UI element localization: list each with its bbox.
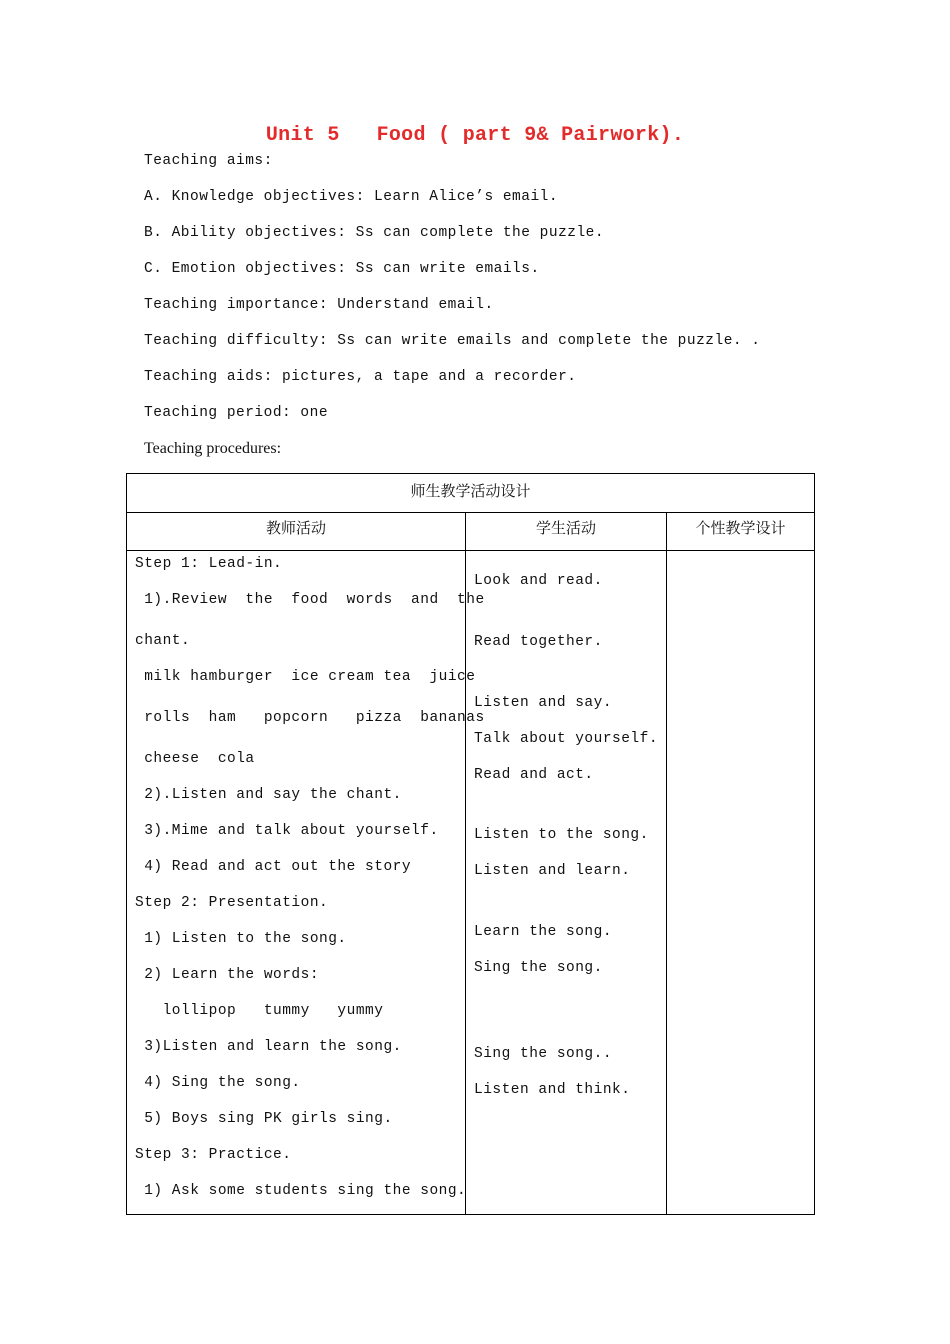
personal-design-header: 个性教学设计	[695, 519, 786, 537]
teacher-line: milk hamburger ice cream tea juice	[135, 669, 476, 685]
student-line: Listen and think.	[474, 1082, 631, 1098]
teacher-line: Step 2: Presentation.	[135, 895, 329, 911]
student-line: Sing the song.	[474, 960, 603, 976]
teacher-line: chant.	[135, 633, 191, 649]
teacher-line: 4) Read and act out the story	[135, 859, 412, 875]
teacher-line: 2).Listen and say the chant.	[135, 787, 402, 803]
teaching-aids: Teaching aids: pictures, a tape and a recorder.	[144, 369, 577, 385]
student-activity-header: 学生活动	[535, 519, 596, 537]
student-line: Talk about yourself.	[474, 731, 659, 747]
document-title: Unit 5 Food ( part 9& Pairwork).	[265, 124, 685, 147]
knowledge-objective: A. Knowledge objectives: Learn Alice’s email.	[144, 189, 559, 205]
teacher-line: 2) Learn the words:	[135, 967, 320, 983]
teacher-line: Step 3: Practice.	[135, 1147, 292, 1163]
teaching-importance: Teaching importance: Understand email.	[144, 297, 494, 313]
student-line: Listen and learn.	[474, 863, 631, 879]
table-main-header: 师生教学活动设计	[410, 482, 531, 500]
teacher-line: Step 1: Lead-in.	[135, 556, 283, 572]
teacher-line: cheese cola	[135, 751, 255, 767]
student-line: Read together.	[474, 634, 603, 650]
activity-design-table	[126, 473, 815, 1215]
teacher-line: 5) Boys sing PK girls sing.	[135, 1111, 393, 1127]
teacher-activity-header: 教师活动	[265, 519, 326, 537]
ability-objective: B. Ability objectives: Ss can complete the puzzle.	[144, 225, 605, 241]
teaching-aims-label: Teaching aims:	[144, 153, 273, 169]
student-line: Read and act.	[474, 767, 594, 783]
table-divider-teacher-student	[465, 513, 466, 1214]
teacher-line: lollipop tummy yummy	[135, 1003, 384, 1019]
teacher-line: 1) Ask some students sing the song.	[135, 1183, 467, 1199]
student-line: Look and read.	[474, 573, 603, 589]
emotion-objective: C. Emotion objectives: Ss can write emails.	[144, 261, 540, 277]
table-divider-columns	[127, 550, 814, 551]
teacher-line: 1) Listen to the song.	[135, 931, 347, 947]
student-line: Listen and say.	[474, 695, 613, 711]
teacher-line: 3).Mime and talk about yourself.	[135, 823, 439, 839]
student-line: Sing the song..	[474, 1046, 613, 1062]
student-line: Learn the song.	[474, 924, 613, 940]
teaching-period: Teaching period: one	[144, 405, 329, 421]
teacher-line: 4) Sing the song.	[135, 1075, 301, 1091]
teacher-line: 1).Review the food words and the	[135, 592, 485, 608]
student-line: Listen to the song.	[474, 827, 649, 843]
teaching-difficulty: Teaching difficulty: Ss can write emails and complete the puzzle. .	[144, 333, 761, 349]
table-divider-header	[127, 512, 814, 513]
table-divider-student-design	[666, 513, 667, 1214]
teacher-line: 3)Listen and learn the song.	[135, 1039, 402, 1055]
teaching-procedures-label: Teaching procedures:	[144, 440, 282, 457]
teacher-line: rolls ham popcorn pizza bananas	[135, 710, 485, 726]
